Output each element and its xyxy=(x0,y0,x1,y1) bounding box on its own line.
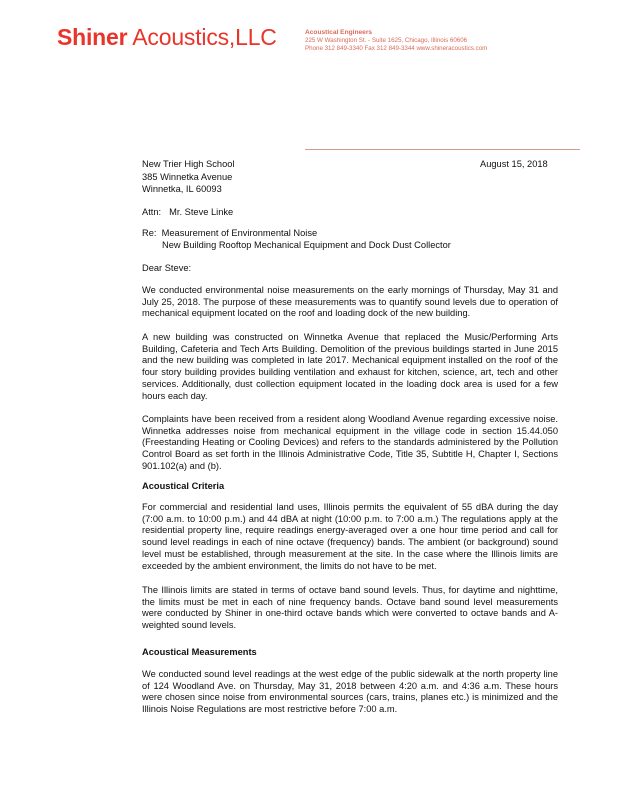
attn-label: Attn: xyxy=(142,207,162,217)
letter-date: August 15, 2018 xyxy=(480,159,548,169)
section-heading-criteria: Acoustical Criteria xyxy=(142,481,225,491)
salutation: Dear Steve: xyxy=(142,263,192,273)
logo-rest-text: Acoustics, xyxy=(127,24,236,50)
subject-block xyxy=(142,228,451,252)
attn-name: Mr. Steve Linke xyxy=(169,207,234,217)
body-paragraph: We conducted environmental noise measurements on the early mornings of Thursday, May 31 and July 25, 2018. The purpose of these measurements was to quantify sound levels due to operation of mechanical equipment located on the roof and loading dock of the new building. xyxy=(142,285,558,319)
firm-name: Acoustical Engineers xyxy=(305,29,373,36)
attention-line xyxy=(142,207,233,217)
body-paragraph: A new building was constructed on Winnetka Avenue that replaced the Music/Performing Arts Building, Cafeteria and Tech Arts Building. Demolition of the previous buildings started in June 2015 and the new building was completed in late 2017. Mechanical equipment installed on the roof of the four story building provides building ventilation and exhaust for kitchen, science, art, tech and other services. Additionally, dust collection equipment located in the loading dock area is used for a few hours each day. xyxy=(142,332,558,401)
section-heading-measurements: Acoustical Measurements xyxy=(142,647,257,657)
re-line-1: Measurement of Environmental Noise xyxy=(161,228,318,238)
body-paragraph: Complaints have been received from a resident along Woodland Avenue regarding excessive noise. Winnetka addresses noise from mechanical equipment in the village code in section 15.44.050 (Freestanding Heating or Cooling Devices) and refers to the standards administered by the Pollution Control Board as set forth in the Illinois Administrative Code, Title 35, Subtitle H, Chapter I, Sections 901.102(a) and (b). xyxy=(142,414,558,471)
firm-phone-web: Phone 312 849-3340 Fax 312 849-3344 www.shineracoustics.com xyxy=(305,45,488,53)
recipient-city: Winnetka, IL 60093 xyxy=(142,184,222,194)
header-divider xyxy=(305,149,580,150)
recipient-address xyxy=(142,158,235,196)
recipient-name: New Trier High School xyxy=(142,159,235,169)
body-paragraph: We conducted sound level readings at the west edge of the public sidewalk at the north property line of 124 Woodland Ave. on Thursday, May 31, 2018 between 4:20 a.m. and 4:36 a.m. These hours were chosen since noise from environmental sources (cars, trains, planes etc.) is minimized and the Illinois Noise Regulations are most restrictive before 7:00 a.m. xyxy=(142,669,558,715)
recipient-street: 385 Winnetka Avenue xyxy=(142,171,233,182)
logo-llc-text: LLC xyxy=(235,24,277,50)
company-logo xyxy=(57,24,277,51)
firm-contact-block xyxy=(305,29,487,54)
firm-address: 225 W Washington St. - Suite 1625, Chicago, Illinois 60606 xyxy=(305,37,468,45)
re-label: Re: xyxy=(142,228,157,238)
body-paragraph: For commercial and residential land uses, Illinois permits the equivalent of 55 dBA during the day (7:00 a.m. to 10:00 p.m.) and 44 dBA at night (10:00 p.m. to 7:00 a.m.) The regulations apply at the residential property line, require readings energy-averaged over a one hour time period and call for sound level readings in each of nine octave (frequency) bands. The ambient (or background) sound level must be established, through measurement at the site. In the case where the Illinois limits are exceeded by the ambient environment, the limits do not have to be met. xyxy=(142,502,558,571)
body-paragraph: The Illinois limits are stated in terms of octave band sound levels. Thus, for daytime and nighttime, the limits must be met in each of nine frequency bands. Octave band sound level measurements were conducted by Shiner in one-third octave bands which were converted to octave bands and A-weighted sound levels. xyxy=(142,585,558,631)
logo-bold-text: Shiner xyxy=(57,24,128,50)
re-line-2: New Building Rooftop Mechanical Equipment and Dock Dust Collector xyxy=(162,239,451,250)
